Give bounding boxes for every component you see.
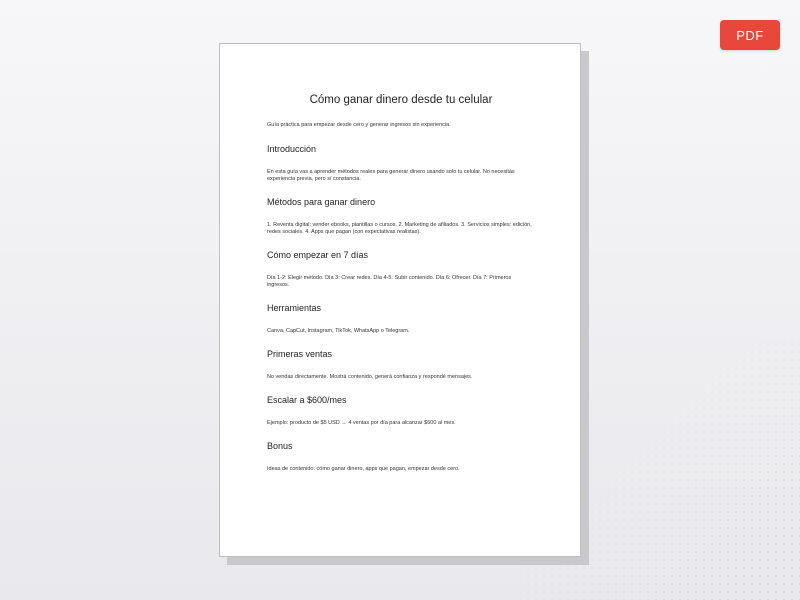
section-heading: Primeras ventas — [267, 349, 333, 359]
page-content — [267, 93, 535, 487]
section-primeras-ventas — [267, 349, 535, 381]
document-title: Cómo ganar dinero desde tu celular — [309, 94, 493, 106]
section-heading: Herramientas — [267, 303, 322, 313]
section-body: Día 1-2: Elegir método. Día 3: Crear redes. Día 4-5: Subir contenido. Día 6: Ofrecer. Día 7: Primeros ingresos. — [267, 275, 512, 288]
section-heading: Bonus — [267, 441, 293, 451]
section-body: Ejemplo: producto de $5 USD → 4 ventas por día para alcanzar $600 al mes. — [267, 420, 456, 426]
section-introduccion — [267, 144, 535, 183]
pdf-badge: PDF — [720, 20, 780, 50]
section-heading: Introducción — [267, 144, 317, 154]
section-heading: Escalar a $600/mes — [267, 395, 347, 405]
section-heading: Métodos para ganar dinero — [267, 197, 376, 207]
section-body: Ideas de contenido: cómo ganar dinero, apps que pagan, empezar desde cero. — [267, 466, 460, 472]
section-como-empezar — [267, 250, 535, 289]
section-heading: Cómo empezar en 7 días — [267, 250, 369, 260]
section-body: Canva, CapCut, Instagram, TikTok, WhatsApp o Telegram. — [267, 328, 410, 334]
section-body: No vendas directamente. Mostrá contenido, generá confianza y respondé mensajes. — [267, 374, 473, 380]
section-metodos — [267, 197, 535, 236]
section-herramientas — [267, 303, 535, 335]
document-subtitle: Guía práctica para empezar desde cero y generar ingresos sin experiencia. — [267, 122, 451, 128]
section-body: 1. Reventa digital: vender ebooks, plantillas o cursos. 2. Marketing de afiliados. 3. Servicios simples: edición, redes sociales. 4. Apps que pagan (con expectativas realistas). — [267, 222, 532, 235]
document-page — [219, 43, 581, 557]
section-escalar — [267, 395, 535, 427]
section-bonus — [267, 441, 535, 473]
section-body: En esta guía vas a aprender métodos reales para generar dinero usando solo tu celular. No necesitás experiencia previa, pero sí constancia. — [267, 169, 515, 182]
